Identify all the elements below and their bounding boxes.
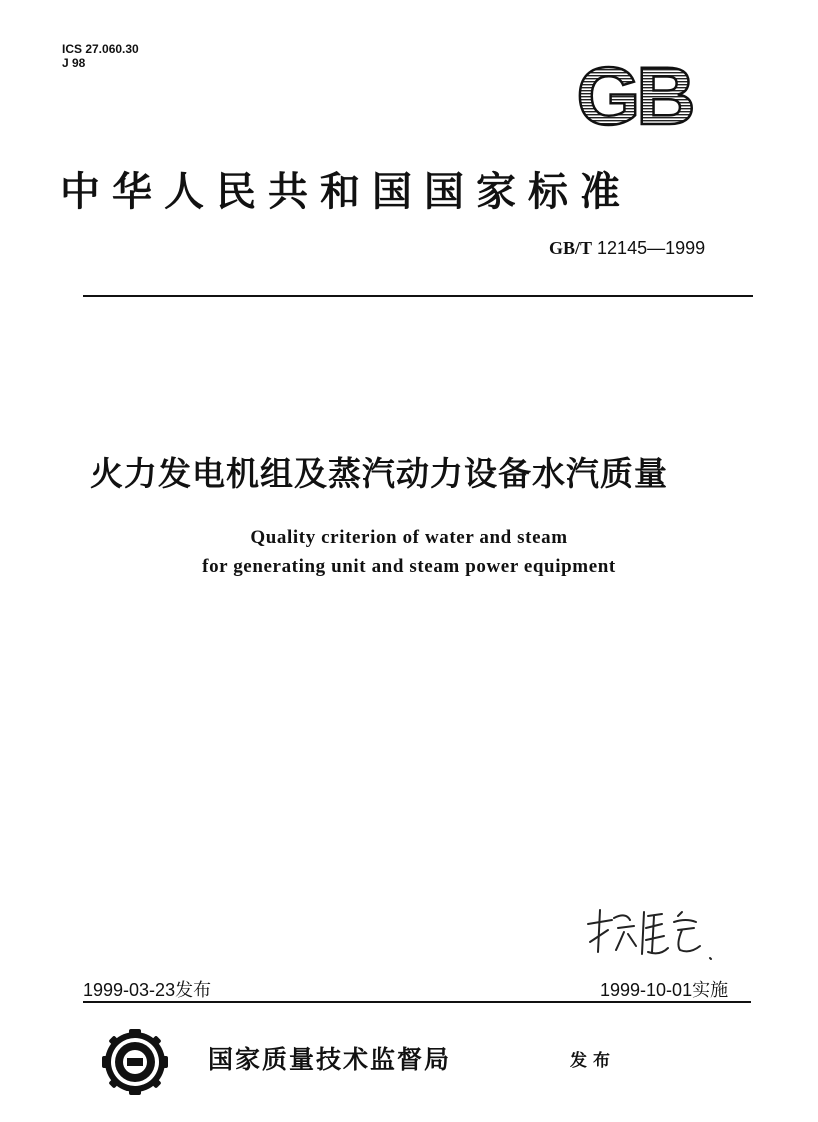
ics-code: ICS 27.060.30	[62, 42, 139, 56]
top-divider	[83, 295, 753, 297]
handwritten-signature	[578, 902, 718, 964]
standard-body-title: 中华人民共和国国家标准	[60, 168, 632, 215]
issue-date: 1999-03-23发布	[83, 980, 212, 1000]
standard-number	[549, 238, 705, 259]
ccs-code: J 98	[62, 56, 86, 70]
bottom-divider	[83, 1001, 751, 1003]
english-title-line-2: for generating unit and steam power equipment	[202, 556, 616, 577]
classification-codes	[62, 42, 139, 70]
english-title	[0, 523, 818, 581]
chinese-title: 火力发电机组及蒸汽动力设备水汽质量	[90, 454, 668, 493]
gb-logo-text: GB	[576, 60, 692, 134]
standard-code: 12145—1999	[597, 238, 706, 258]
gb-logo	[560, 60, 708, 134]
implementation-date: 1999-10-01实施	[600, 980, 729, 1000]
standard-prefix: GB/T	[549, 238, 593, 258]
issuer-emblem	[100, 1027, 170, 1097]
issuer-suffix: 发布	[570, 1051, 616, 1071]
english-title-line-1: Quality criterion of water and steam	[250, 527, 568, 548]
issuer-name: 国家质量技术监督局	[208, 1045, 452, 1074]
